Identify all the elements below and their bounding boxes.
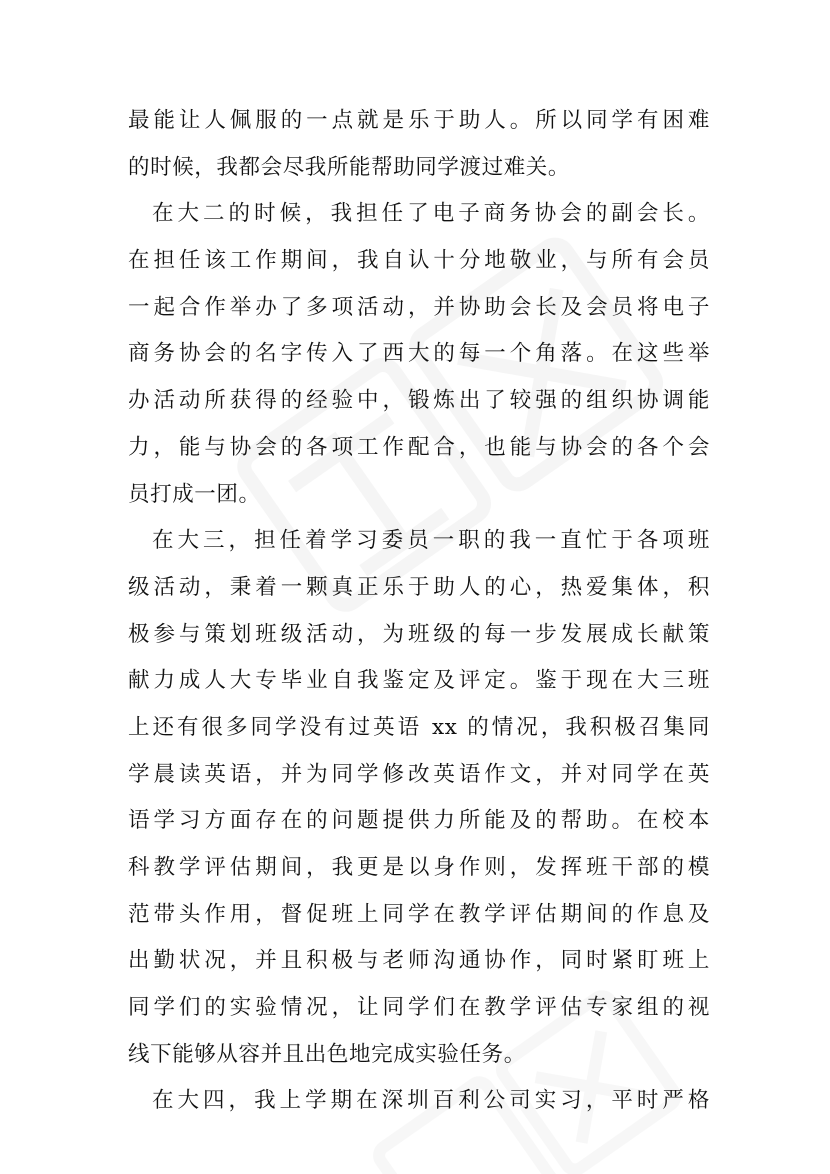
text-line: 在担任该工作期间，我自认十分地敬业，与所有会员 <box>128 248 710 274</box>
text-line: 献力成人大专毕业自我鉴定及评定。鉴于现在大三班 <box>128 668 710 694</box>
text-line: 员打成一团。 <box>128 481 261 507</box>
text-line: 在大二的时候，我担任了电子商务协会的副会长。 <box>152 201 710 227</box>
text-line: 一起合作举办了多项活动，并协助会长及会员将电子 <box>128 294 710 320</box>
text-line: 学晨读英语，并为同学修改英语作文，并对同学在英 <box>128 761 710 787</box>
text-line: 极参与策划班级活动，为班级的每一步发展成长献策 <box>128 621 710 647</box>
text-line: 线下能够从容并且出色地完成实验任务。 <box>128 1041 526 1067</box>
text-line: 办活动所获得的经验中，锻炼出了较强的组织协调能 <box>128 388 710 414</box>
text-line: 上还有很多同学没有过英语 xx 的情况，我积极召集同 <box>128 714 710 740</box>
text-line: 在大三，担任着学习委员一职的我一直忙于各项班 <box>152 528 710 554</box>
text-line: 在大四，我上学期在深圳百利公司实习，平时严格 <box>152 1088 710 1114</box>
text-line: 语学习方面存在的问题提供力所能及的帮助。在校本 <box>128 808 710 834</box>
text-line: 科教学评估期间，我更是以身作则，发挥班干部的模 <box>128 855 710 880</box>
text-line: 的时候，我都会尽我所能帮助同学渡过难关。 <box>128 154 571 180</box>
text-line: 范带头作用，督促班上同学在教学评估期间的作息及 <box>128 901 710 927</box>
text-line: 级活动，秉着一颗真正乐于助人的心，热爱集体，积 <box>128 574 710 600</box>
body-text <box>128 98 710 1125</box>
text-line: 力，能与协会的各项工作配合，也能与协会的各个会 <box>128 434 710 460</box>
text-line: 商务协会的名字传入了西大的每一个角落。在这些举 <box>128 341 710 367</box>
text-line: 最能让人佩服的一点就是乐于助人。所以同学有困难 <box>128 108 710 133</box>
text-line: 出勤状况，并且积极与老师沟通协作，同时紧盯班上 <box>128 948 710 974</box>
text-line: 同学们的实验情况，让同学们在教学评估专家组的视 <box>128 995 710 1021</box>
